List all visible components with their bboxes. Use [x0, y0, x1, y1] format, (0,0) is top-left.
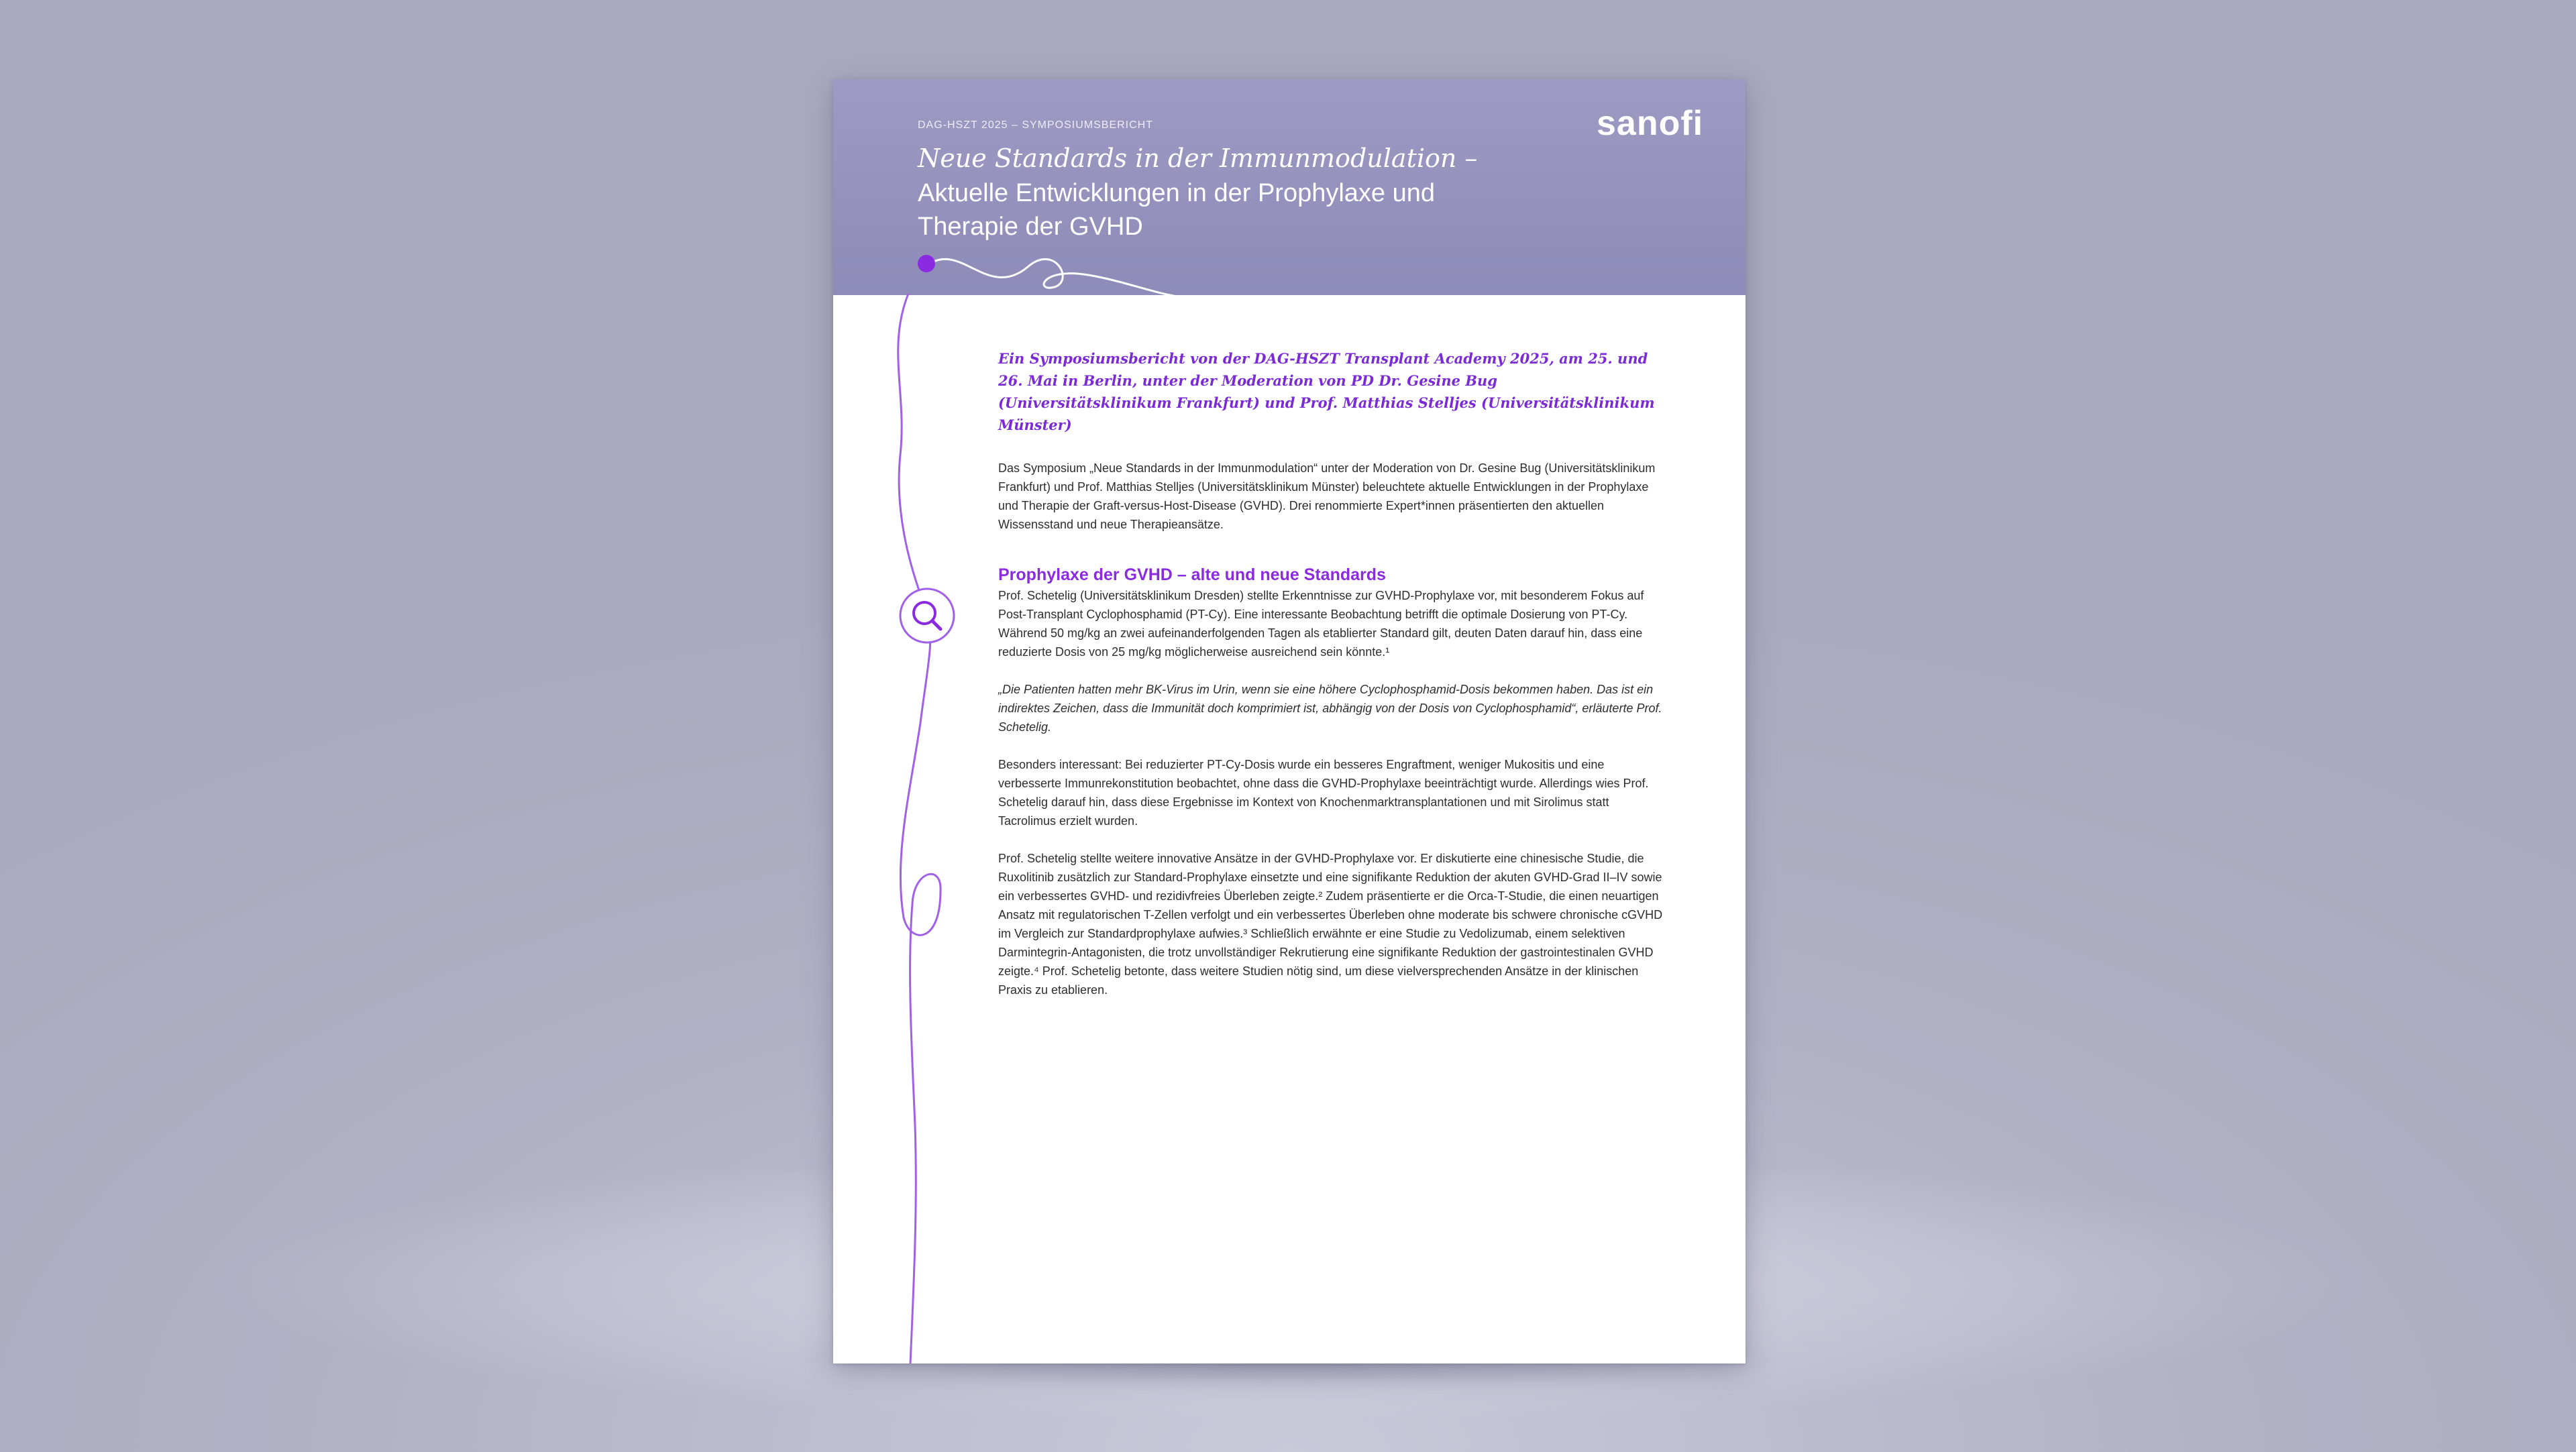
document-page — [833, 79, 1746, 1363]
header-dot — [918, 255, 935, 272]
document-body — [998, 347, 1669, 1018]
section-paragraph-2: Besonders interessant: Bei reduzierter PT-Cy-Dosis wurde ein besseres Engraftment, weniger Mukositis und eine verbesserte Immunrekonstitution beobachtet, ohne dass die GVHD-Prophylaxe beeinträchtigt wurde. Allerdings wies Prof. Schetelig darauf hin, dass diese Ergebnisse im Kontext von Knochenmarktransplantationen und mit Sirolimus statt Tacrolimus erzielt wurden. — [998, 758, 1649, 828]
title-line-1: Neue Standards in der Immunmodulation – — [918, 144, 1478, 173]
section-paragraph-1: Prof. Schetelig (Universitätsklinikum Dresden) stellte Erkenntnisse zur GVHD-Prophylaxe vor, mit besonderem Fokus auf Post-Transplant Cyclophosphamid (PT-Cy). Eine interessante Beobachtung betrifft die optimale Dosierung von PT-Cy. Während 50 mg/kg an zwei aufeinanderfolgenden Tagen als etablierter Standard gilt, deuten Daten darauf hin, dass eine reduzierte Dosis von 25 mg/kg möglicherweise ausreichend sein könnte.¹ — [998, 589, 1644, 659]
section-heading: Prophylaxe der GVHD – alte und neue Standards — [998, 565, 1386, 584]
search-icon — [900, 589, 954, 643]
sanofi-logo: sanofi — [1597, 104, 1704, 143]
title-line-2: Aktuelle Entwicklungen in der Prophylaxe und Therapie der GVHD — [918, 179, 1436, 241]
intro-paragraph: Das Symposium „Neue Standards in der Immunmodulation“ unter der Moderation von Dr. Gesine Bug (Universitätsklinikum Frankfurt) und Prof. Matthias Stelljes (Universitätsklinikum Münster) beleuchtete aktuelle Entwicklungen in der Prophylaxe und Therapie der Graft-versus-Host-Disease (GVHD). Drei renommierte Expert*innen präsentierten den aktuellen Wissensstand und neue Therapieansätze. — [998, 461, 1656, 531]
header-kicker: DAG-HSZT 2025 – SYMPOSIUMSBERICHT — [918, 119, 1153, 131]
lede-paragraph: Ein Symposiumsbericht von der DAG-HSZT Transplant Academy 2025, am 25. und 26. Mai in Berlin, unter der Moderation von PD Dr. Gesine Bug (Universitätsklinikum Frankfurt) und Prof. Matthias Stelljes (Universitätsklinikum Münster) — [998, 350, 1655, 433]
section-quote: „Die Patienten hatten mehr BK-Virus im Urin, wenn sie eine höhere Cyclophosphamid-Dosis bekommen haben. Das ist ein indirektes Zeichen, dass die Immunität doch komprimiert ist, abhängig von der Dosis von Cyclophosphamid“, erläuterte Prof. Schetelig. — [998, 683, 1662, 734]
section-paragraph-3: Prof. Schetelig stellte weitere innovative Ansätze in der GVHD-Prophylaxe vor. Er diskutierte eine chinesische Studie, die Ruxolitinib zusätzlich zur Standard-Prophylaxe einsetzte und eine signifikante Reduktion der akuten GVHD-Grad II–IV sowie ein verbessertes GVHD- und rezidivfreies Überleben zeigte.² Zudem präsentierte er die Orca-T-Studie, die einen neuartigen Ansatz mit regulatorischen T-Zellen verfolgt und ein verbessertes Überleben ohne moderate bis schwere chronische cGVHD im Vergleich zur Standardprophylaxe aufwies.³ Schließlich erwähnte er eine Studie zu Vedolizumab, einem selektiven Darmintegrin-Antagonisten, die trotz unvollständiger Rekrutierung eine signifikante Reduktion der gastrointestinalen GVHD zeigte.⁴ Prof. Schetelig betonte, dass weitere Studien nötig sind, um diese vielversprechenden Ansätze in der klinischen Praxis zu etablieren. — [998, 852, 1663, 997]
